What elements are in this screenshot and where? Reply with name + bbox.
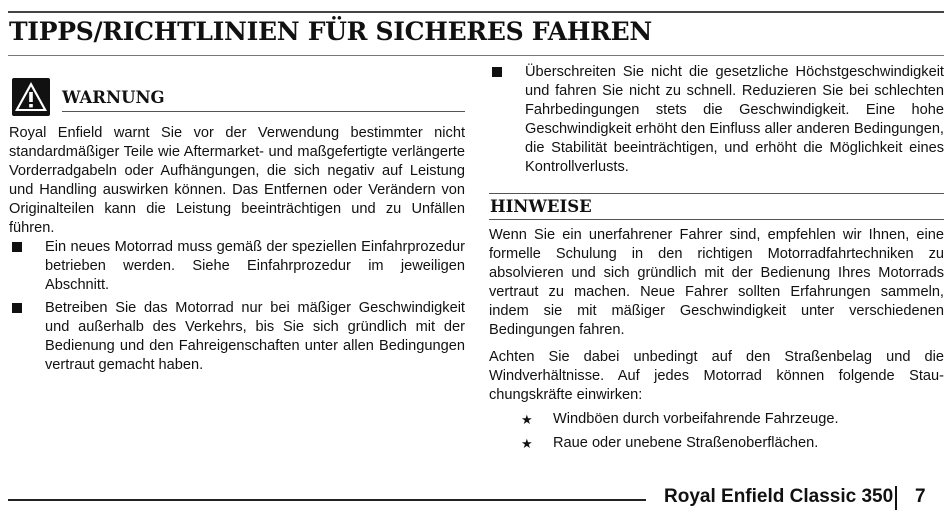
notes-title: HINWEISE: [490, 197, 592, 216]
warning-header: [9, 78, 465, 118]
list-item-text: Raue oder unebene Straßenoberflächen.: [553, 435, 819, 451]
speed-bullet: [489, 63, 944, 177]
speed-bullet-text: Überschreiten Sie nicht die gesetzliche Höchstgeschwindigkeit und fahren Sie nicht zu schnell. Reduzieren Sie bei schlechten Fahrbedingungen stets die Geschwindigkeit. Eine hohe Geschwindigkeit erhöht den Einfluss aller anderen Bedingungen, die Stabilität beeinträchtigen, und erhöht die Möglichkeit eines Kontrollverlusts.: [525, 64, 944, 175]
square-bullet-icon: [12, 242, 22, 252]
list-item: [521, 434, 944, 453]
square-bullet-icon: [12, 303, 22, 313]
notes-rule-top: [489, 193, 944, 194]
square-bullet-icon: [492, 67, 502, 77]
top-rule: [8, 11, 944, 13]
list-item: [521, 410, 944, 429]
star-bullet-icon: ★: [521, 436, 533, 451]
right-column: [489, 63, 944, 453]
warning-icon: [12, 78, 50, 116]
warning-underline: [62, 111, 465, 112]
page-number: 7: [915, 486, 926, 507]
page-title: TIPPS/RICHTLINIEN FÜR SICHERES FAHREN: [9, 17, 652, 46]
footer-rule: [8, 499, 646, 501]
notes-header: [489, 193, 944, 220]
notes-rule-bottom: [489, 219, 944, 220]
warning-bullet-1: [9, 238, 465, 295]
warning-bullet-text: Betreiben Sie das Motorrad nur bei mäßiger Geschwindigkeit und außerhalb des Verkehrs, bis Sie sich gründlich mit der Bedienung und den Fahreigenschaften unter allen Bedingungen vertraut gemacht haben.: [45, 300, 465, 373]
title-rule: [8, 55, 944, 56]
list-item-text: Windböen durch vorbeifahrende Fahrzeuge.: [553, 411, 839, 427]
footer-separator: [895, 486, 897, 510]
notes-paragraph-1: Wenn Sie ein unerfahrener Fahrer sind, empfehlen wir Ihnen, eine formelle Schulung in den richtigen Motorradfahrtechniken zu absolvieren und sich gründlich mit der Bedienung Ihres Motorrads vertraut zu machen. Neue Fahrer sollten Erfahrungen sammeln, indem sie mit mäßiger Geschwindigkeit unter verschiedenen Bedingungen fahren.: [489, 227, 944, 338]
star-bullet-icon: ★: [521, 412, 533, 427]
notes-paragraph-2: Achten Sie dabei unbedingt auf den Straßenbelag und die Windverhältnisse. Auf jedes Motorrad können folgende Stauchungskräfte einwirken:: [489, 349, 944, 403]
warning-paragraph: Royal Enfield warnt Sie vor der Verwendung bestimmter nicht standardmäßiger Teile wie Aftermarket- und maßgefertigte verlängerte Vorderradgabeln oder Aufhängungen, die sich negativ auf Leistung und Handling auswirken können. Das Entfernen oder Verändern von Originalteilen kann die Leistung beeinträchtigen und zu Unfällen führen.: [9, 125, 465, 236]
warning-title: WARNUNG: [62, 88, 165, 107]
footer-title: Royal Enfield Classic 350: [664, 486, 894, 507]
warning-bullet-2: [9, 299, 465, 375]
left-column: [9, 78, 465, 375]
warning-bullet-text: Ein neues Motorrad muss gemäß der speziellen Einfahrprozedur betrieben werden. Siehe Einfahrprozedur im jeweiligen Abschnitt.: [45, 239, 465, 293]
forces-list: [489, 410, 944, 453]
